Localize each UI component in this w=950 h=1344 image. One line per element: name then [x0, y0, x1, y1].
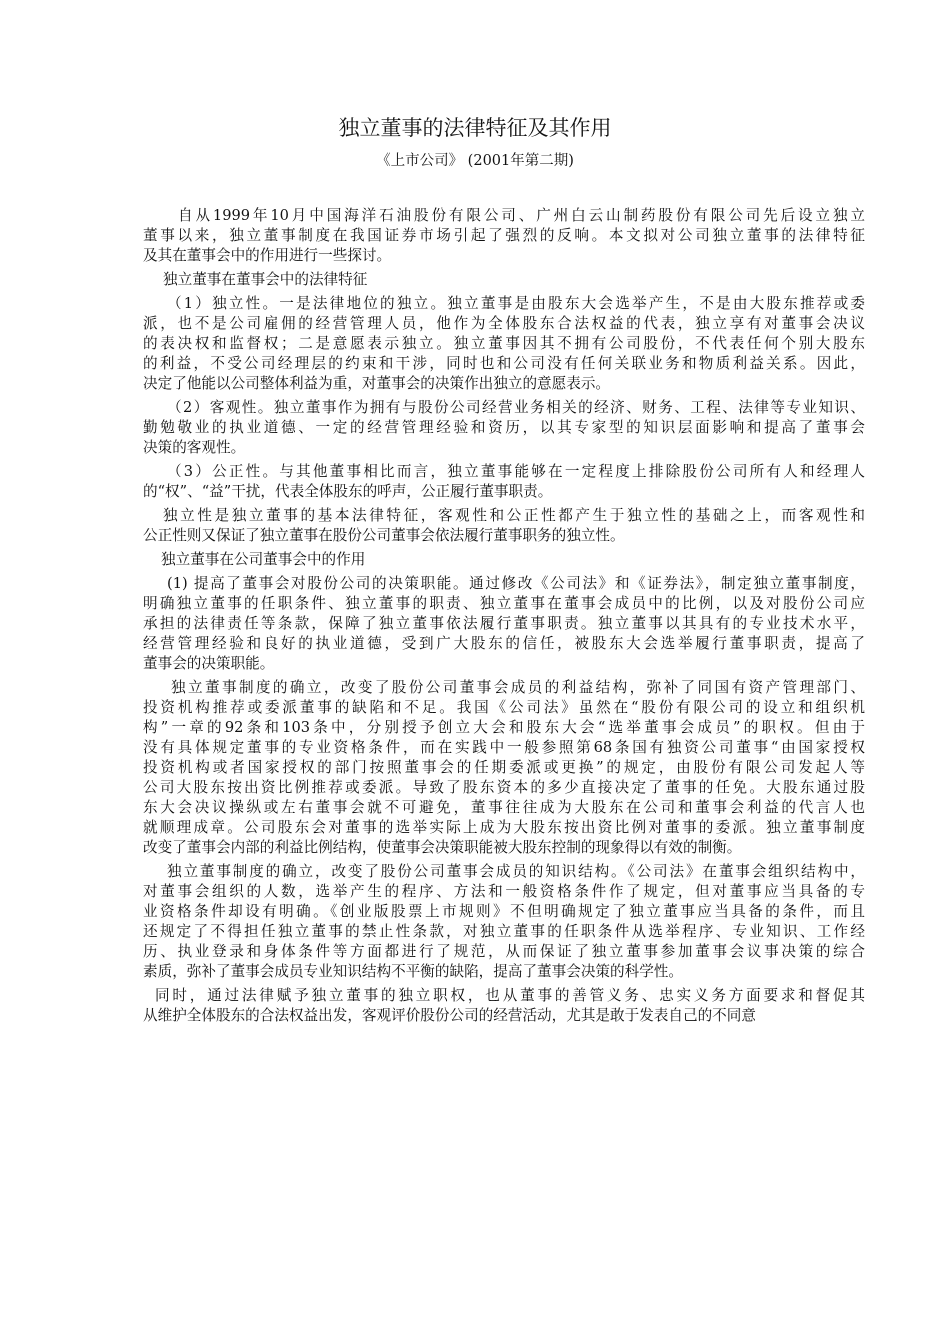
paragraph-line: 自从1999年10月中国海洋石油股份有限公司、广州白云山制药股份有限公司先后设立独立 [178, 207, 865, 224]
paragraph-line: 从维护全体股东的合法权益出发，客观评价股份公司的经营活动，尤其是敢于发表自己的不同意 [143, 1007, 756, 1024]
paragraph-line: 公司大股东按出资比例推荐或委派。导致了股东资本的多少直接决定了董事的任免。大股东通过股 [143, 779, 865, 796]
paragraph-line: 改变了董事会内部的利益比例结构，使董事会决策职能被大股东控制的现象得以有效的制衡。 [143, 839, 742, 856]
paragraph [143, 294, 865, 394]
paragraph-line: 决定了他能以公司整体利益为重，对董事会的决策作出独立的意愿表示。 [143, 375, 611, 392]
paragraph-line: 公正性则又保证了独立董事在股份公司董事会依法履行董事职务的独立性。 [143, 527, 625, 544]
paragraph [143, 986, 865, 1026]
paragraph-line: 董事会的决策职能。 [143, 655, 275, 672]
paragraph [143, 574, 865, 674]
paragraph-line: 构”一章的92条和103条中，分别授予创立大会和股东大会“选举董事会成员”的职权。但由于 [143, 719, 865, 736]
paragraph [143, 862, 865, 982]
paragraph-line: 投资机构或者国家授权的部门按照董事会的任期委派或更换”的规定，由股份有限公司发起人等 [143, 759, 865, 776]
paragraph [143, 678, 865, 858]
paragraph-line: 的利益，不受公司经理层的约束和干涉，同时也和公司没有任何关联业务和物质利益关系。因此， [143, 355, 865, 372]
paragraph-line: 东大会决议操纵或左右董事会就不可避免，董事往往成为大股东在公司和董事会利益的代言人也 [143, 799, 865, 816]
paragraph-line: 业资格条件却设有明确。《创业版股票上市规则》不但明确规定了独立董事应当具备的条件，而且 [143, 903, 865, 920]
paragraph [143, 206, 865, 266]
paragraph-line: 的表决权和监督权；二是意愿表示独立。独立董事因其不拥有公司股份，不代表任何个别大股东 [143, 335, 865, 352]
paragraph-line: 及其在董事会中的作用进行一些探讨。 [143, 247, 392, 264]
paragraph-line: 派，也不是公司雇佣的经营管理人员，他作为全体股东合法权益的代表，独立享有对董事会决议 [143, 315, 865, 332]
paragraph [143, 506, 865, 546]
paragraph-line: （3）公正性。与其他董事相比而言，独立董事能够在一定程度上排除股份公司所有人和经理人 [167, 463, 865, 480]
paragraph-line: 素质，弥补了董事会成员专业知识结构不平衡的缺陷，提高了董事会决策的科学性。 [143, 963, 683, 980]
paragraph-line: 独立董事在公司董事会中的作用 [161, 551, 366, 568]
paragraph [143, 270, 865, 290]
paragraph-line: 独立性是独立董事的基本法律特征，客观性和公正性都产生于独立性的基础之上，而客观性和 [163, 507, 865, 524]
document-title: 独立董事的法律特征及其作用 [338, 116, 612, 140]
paragraph-line: 历、执业登录和身体条件等方面都进行了规范，从而保证了独立董事参加董事会议事决策的综合 [143, 943, 865, 960]
paragraph-line: 还规定了不得担任独立董事的禁止性条款，对独立董事的任职条件从选举程序、专业知识、工作经 [143, 923, 865, 940]
paragraph-line: 经营管理经验和良好的执业道德，受到广大股东的信任，被股东大会选举履行董事职责，提高了 [143, 635, 865, 652]
paragraph-line: 明确独立董事的任职条件、独立董事的职责、独立董事在董事会成员中的比例，以及对股份公司应 [143, 595, 865, 612]
document-body [143, 206, 865, 1026]
paragraph-line: 就顺理成章。公司股东会对董事的选举实际上成为大股东按出资比例对董事的委派。独立董事制度 [143, 819, 865, 836]
paragraph-line: 董事以来，独立董事制度在我国证券市场引起了强烈的反响。本文拟对公司独立董事的法律特征 [143, 227, 865, 244]
paragraph-line: 投资机构推荐或委派董事的缺陷和不足。我国《公司法》虽然在“股份有限公司的设立和组织机 [143, 699, 865, 716]
paragraph-line: 独立董事制度的确立，改变了股份公司董事会成员的知识结构。《公司法》在董事会组织结构中， [167, 863, 865, 880]
document-subtitle: 《上市公司》 (2001年第二期) [376, 153, 574, 169]
paragraph-line: 独立董事制度的确立，改变了股份公司董事会成员的利益结构，弥补了同国有资产管理部门、 [171, 679, 865, 696]
paragraph-line: 承担的法律责任等条款，保障了独立董事依法履行董事职责。独立董事以其具有的专业技术水平， [143, 615, 865, 632]
paragraph-line: （1）独立性。一是法律地位的独立。独立董事是由股东大会选举产生，不是由大股东推荐或委 [167, 295, 865, 312]
paragraph-line: 的“权”、“益”干扰，代表全体股东的呼声，公正履行董事职责。 [143, 483, 553, 500]
paragraph-line: 独立董事在董事会中的法律特征 [163, 271, 368, 288]
paragraph-line: （2）客观性。独立董事作为拥有与股份公司经营业务相关的经济、财务、工程、法律等专业知识、 [167, 399, 865, 416]
paragraph [143, 398, 865, 458]
paragraph [143, 462, 865, 502]
paragraph-line: 同时，通过法律赋予独立董事的独立职权，也从董事的善管义务、忠实义务方面要求和督促其 [155, 987, 865, 1004]
paragraph-line: 没有具体规定董事的专业资格条件，而在实践中一般参照第68条国有独资公司董事“由国家授权 [143, 739, 865, 756]
paragraph-line: 勤勉敬业的执业道德、一定的经营管理经验和资历，以其专家型的知识层面影响和提高了董事会 [143, 419, 865, 436]
paragraph-line: 对董事会组织的人数，选举产生的程序、方法和一般资格条件作了规定，但对董事应当具备的专 [143, 883, 865, 900]
paragraph [143, 550, 865, 570]
paragraph-line: 决策的客观性。 [143, 439, 246, 456]
paragraph-line: (1) 提高了董事会对股份公司的决策职能。通过修改《公司法》和《证券法》，制定独立董事制度， [167, 575, 865, 592]
